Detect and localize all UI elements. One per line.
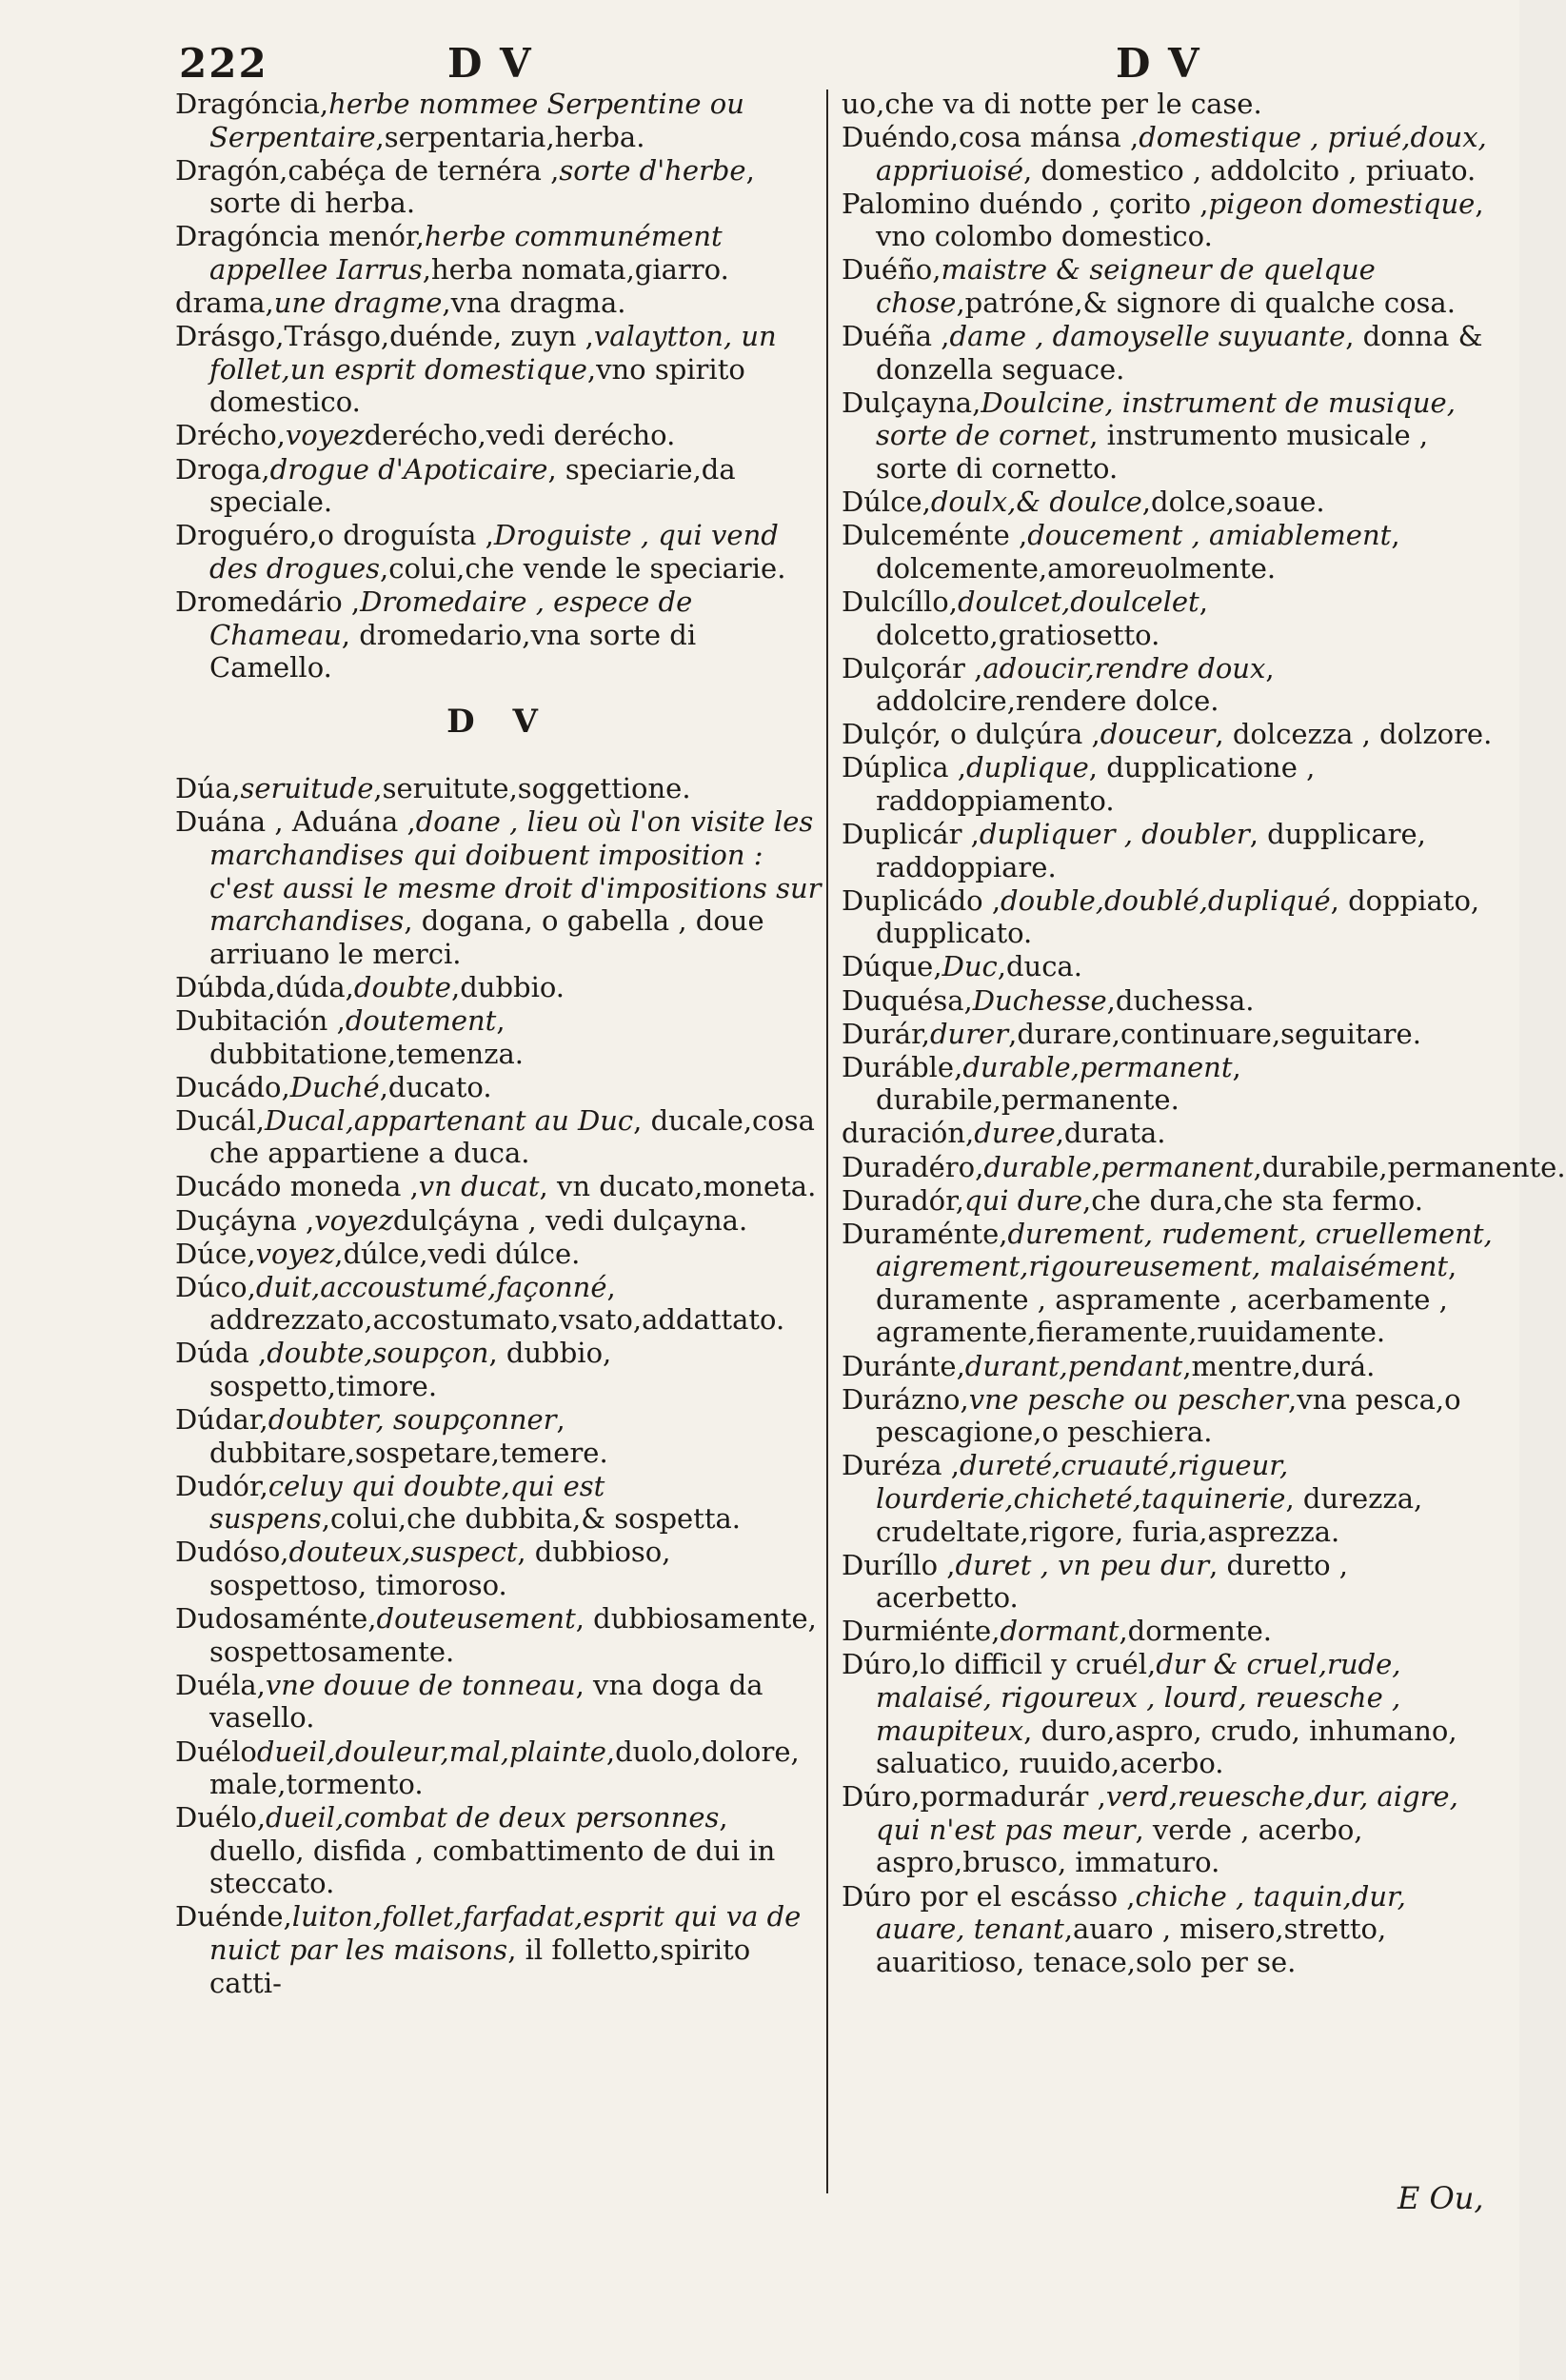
french-gloss: Duchesse <box>972 983 1107 1017</box>
italian-gloss: , donna & donzella seguace. <box>876 320 1483 386</box>
dictionary-entry <box>175 419 823 452</box>
french-gloss: durable,permanent <box>962 1050 1233 1083</box>
italian-gloss: ,dúlce,vedi dúlce. <box>334 1237 581 1270</box>
dictionary-entry <box>842 1184 1495 1218</box>
italian-gloss: uo,che va di notte per le case. <box>842 88 1262 120</box>
french-gloss: Duché <box>289 1070 380 1103</box>
italian-gloss: ,durare,continuare,seguitare. <box>1008 1017 1421 1050</box>
entry-headword: Duradéro, <box>842 1150 984 1183</box>
french-gloss: verd,reuesche,dur, aigre, qui n'est pas meur <box>876 1780 1458 1846</box>
italian-gloss: ,durata. <box>1055 1117 1166 1150</box>
entry-headword: Duéndo,cosa mánsa , <box>842 121 1140 154</box>
italian-gloss: , durezza, crudeltate,rigore, furia,asprezza. <box>876 1481 1423 1548</box>
italian-gloss: , sorte di herba. <box>209 153 755 220</box>
french-gloss: dueil,combat de deux personnes <box>266 1801 720 1835</box>
italian-gloss: ,duolo,dolore, male,tormento. <box>209 1735 800 1801</box>
french-gloss: douteux,suspect <box>288 1536 518 1569</box>
italian-gloss: ,patróne,& signore di qualche cosa. <box>956 287 1456 320</box>
italian-gloss: ,che dura,che sta fermo. <box>1082 1183 1423 1217</box>
entry-headword: drama, <box>175 287 274 320</box>
french-gloss: doucement , amiablement <box>1027 519 1392 552</box>
entry-headword: Dúlce, <box>842 486 931 519</box>
dictionary-entry <box>175 1071 823 1104</box>
dictionary-entry <box>175 1602 823 1668</box>
italian-gloss: , vn ducato,moneta. <box>539 1170 817 1203</box>
entry-headword: Dúro,lo difficil y cruél, <box>842 1648 1157 1681</box>
entry-headword: Duquésa, <box>842 983 973 1017</box>
entry-headword: Dúda , <box>175 1337 268 1370</box>
entry-headword: Durár, <box>842 1017 930 1050</box>
dictionary-entry <box>175 585 823 684</box>
entry-headword: Dulcíllo, <box>842 585 958 618</box>
italian-gloss: , addrezzato,accostumato,vsato,addattato. <box>209 1270 785 1337</box>
french-gloss: doulx,& doulce <box>930 486 1142 519</box>
italian-gloss: , dolcetto,gratiosetto. <box>876 585 1208 651</box>
dictionary-entry <box>175 1536 823 1601</box>
dictionary-entry <box>175 1735 823 1801</box>
entry-headword: Duradór, <box>842 1183 964 1217</box>
italian-gloss: , duello, disfida , combattimento de dui in steccato. <box>209 1801 776 1900</box>
dictionary-entry <box>842 751 1495 817</box>
dictionary-entry <box>842 1383 1495 1449</box>
dictionary-entry <box>842 652 1495 718</box>
french-gloss: voyez <box>255 1237 335 1270</box>
italian-gloss: , ducale,cosa che appartiene a duca. <box>209 1103 815 1170</box>
italian-gloss: ,colui,che dubbita,& sospetta. <box>321 1502 742 1536</box>
french-gloss: celuy qui doubte,qui est suspens <box>209 1469 605 1536</box>
dictionary-entry <box>175 1900 823 1999</box>
dictionary-entry <box>175 1238 823 1271</box>
french-gloss: vn ducat <box>418 1170 540 1203</box>
section-heading: D V <box>446 702 551 741</box>
entry-headword: Dúce, <box>175 1237 256 1270</box>
italian-gloss: ,serpentaria,herba. <box>375 120 645 153</box>
french-gloss: seruitude <box>240 772 374 805</box>
dictionary-entry <box>175 1669 823 1735</box>
dictionary-entry <box>175 1801 823 1900</box>
entry-headword: Dragóncia, <box>175 88 329 120</box>
french-gloss: doane , lieu où l'on visite les marchandises qui doibuent imposition : c'est aussi le mesme droit d'impositions sur marchandises <box>209 805 822 938</box>
dictionary-entry <box>175 453 823 519</box>
french-gloss: durement, rudement, cruellement, aigrement,rigoureusement, malaisément <box>876 1217 1493 1283</box>
column-divider <box>826 89 828 2193</box>
entry-headword: Dúdar, <box>175 1403 268 1437</box>
entry-headword: Duána , Aduána , <box>175 805 416 839</box>
french-gloss: doubte,soupçon <box>267 1337 489 1370</box>
italian-gloss: ,herba nomata,giarro. <box>422 252 729 286</box>
dictionary-entry <box>175 971 823 1004</box>
entry-headword: Duélo, <box>175 1801 267 1835</box>
dictionary-entry <box>175 1337 823 1402</box>
entry-headword: Duénde, <box>175 1900 292 1934</box>
italian-gloss: derécho,vedi derécho. <box>364 419 676 452</box>
entry-headword: Dúque, <box>842 950 942 983</box>
entry-headword: Dudóso, <box>175 1536 289 1569</box>
left-column-entries-b <box>175 772 823 1999</box>
french-gloss: dur & cruel,rude, malaisé, rigoureux , lourd, reuesche , maupiteux <box>876 1648 1401 1747</box>
french-gloss: adoucir,rendre doux <box>982 651 1266 684</box>
french-gloss: pigeon domestique <box>1208 187 1476 220</box>
french-gloss: Ducal,appartenant au Duc <box>264 1103 634 1137</box>
entry-headword: Dúro por el escásso , <box>842 1879 1136 1913</box>
dictionary-entry <box>842 519 1495 585</box>
dictionary-entry <box>175 287 823 320</box>
entry-headword: Drécho, <box>175 419 286 452</box>
entry-headword: Duplicádo , <box>842 883 1001 917</box>
dictionary-entry <box>175 220 823 286</box>
italian-gloss: , dubbio, sospetto,timore. <box>209 1337 612 1402</box>
french-gloss: durer <box>929 1017 1009 1050</box>
dictionary-entry <box>175 1470 823 1536</box>
french-gloss: dupliquer , doubler <box>979 818 1250 851</box>
entry-headword: Duéla, <box>175 1668 266 1701</box>
italian-gloss: ,dormente. <box>1119 1615 1272 1648</box>
italian-gloss: ,durabile,permanente. <box>1253 1150 1566 1183</box>
right-column-entries <box>842 88 1566 1978</box>
page-number: 222 <box>179 40 268 87</box>
entry-headword: Durmiénte, <box>842 1615 1001 1648</box>
italian-gloss: , dubbioso, sospettoso, timoroso. <box>209 1536 671 1602</box>
french-gloss: duret , vn peu dur <box>955 1548 1210 1581</box>
entry-headword: Dúa, <box>175 772 241 805</box>
italian-gloss: ,mentre,durá. <box>1182 1349 1376 1382</box>
french-gloss: chiche , taquin,dur, auare, tenant <box>876 1879 1406 1946</box>
french-gloss: duree <box>974 1117 1056 1150</box>
french-gloss: Dromedaire , espece de Chameau <box>209 585 693 651</box>
entry-headword: Dúbda,dúda, <box>175 970 354 1003</box>
french-gloss: douteusement <box>376 1602 576 1636</box>
entry-headword: duración, <box>842 1117 975 1150</box>
french-gloss: herbe nommee Serpentine ou Serpentaire <box>209 88 744 153</box>
catchword: E Ou, <box>1398 2180 1484 2216</box>
entry-headword: Ducádo moneda , <box>175 1170 419 1203</box>
dictionary-entry <box>842 984 1495 1018</box>
dictionary-entry <box>842 486 1495 519</box>
italian-gloss: , dogana, o gabella , doue arriuano le merci. <box>209 904 764 970</box>
french-gloss: durable,permanent <box>983 1150 1254 1183</box>
italian-gloss: , verde , acerbo, aspro,brusco, immaturo. <box>876 1813 1363 1879</box>
dictionary-entry <box>175 88 823 153</box>
french-gloss: maistre & seigneur de quelque chose <box>876 253 1376 320</box>
french-gloss: durant,pendant <box>964 1349 1183 1382</box>
entry-headword: Duéña , <box>842 320 950 353</box>
dictionary-entry <box>842 1449 1495 1548</box>
entry-headword: Ducál, <box>175 1103 265 1137</box>
french-gloss: double,doublé,dupliqué <box>1001 883 1331 917</box>
italian-gloss: ,vna pesca,o pescagione,o peschiera. <box>876 1382 1461 1449</box>
dictionary-entry <box>175 519 823 585</box>
french-gloss: herbe communément appellee Iarrus <box>209 220 723 286</box>
entry-headword: Drásgo,Trásgo,duénde, zuyn , <box>175 320 594 353</box>
french-gloss: doulcet,doulcelet <box>957 585 1199 618</box>
italian-gloss: ,dubbio. <box>450 970 565 1003</box>
entry-headword: Duplicár , <box>842 818 980 851</box>
dictionary-entry <box>175 1403 823 1469</box>
entry-headword: Dúplica , <box>842 751 967 784</box>
french-gloss: valaytton, un follet,un esprit domestique <box>209 320 777 386</box>
french-gloss: vne douue de tonneau <box>265 1668 576 1701</box>
french-gloss: dureté,cruauté,rigueur, lourderie,chicheté,taquinerie <box>876 1449 1289 1515</box>
dictionary-entry <box>175 805 823 970</box>
italian-gloss: ,vno spirito domestico. <box>209 352 745 419</box>
dictionary-entry <box>842 253 1495 319</box>
italian-gloss: , il folletto,spirito catti- <box>209 1934 751 1999</box>
dictionary-entry <box>842 1615 1495 1648</box>
entry-headword: Duélo <box>175 1735 257 1768</box>
dictionary-entry <box>842 950 1495 983</box>
italian-gloss: ,ducato. <box>379 1070 492 1103</box>
dictionary-entry <box>842 188 1495 253</box>
french-gloss: voyez <box>314 1203 393 1237</box>
french-gloss: duit,accoustumé,façonné <box>255 1270 607 1303</box>
italian-gloss: , vna doga da vasello. <box>209 1668 763 1735</box>
entry-headword: Dubitación , <box>175 1003 346 1037</box>
french-gloss: sorte d'herbe <box>559 153 746 187</box>
dictionary-entry <box>842 1880 1495 1979</box>
french-gloss: luiton,follet,farfadat,esprit qui va de nuict par les maisons <box>209 1900 802 1967</box>
french-gloss: drogue d'Apoticaire <box>269 452 548 486</box>
dictionary-entry <box>842 88 1495 121</box>
italian-gloss: , dubbitare,sospetare,temere. <box>209 1403 608 1469</box>
italian-gloss: , dubbiosamente, sospettosamente. <box>209 1602 817 1668</box>
french-gloss: doubter, soupçonner <box>268 1403 557 1437</box>
french-gloss: Duc <box>942 950 998 983</box>
italian-gloss: ,seruitute,soggettione. <box>373 772 691 805</box>
left-running-head: D V <box>447 40 533 87</box>
french-gloss: Droguiste , qui vend des drogues <box>209 519 779 585</box>
french-gloss: doubte <box>353 970 451 1003</box>
french-gloss: douceur <box>1100 718 1216 751</box>
french-gloss: dueil,douleur,mal,plainte <box>256 1735 606 1768</box>
dictionary-entry <box>842 1780 1495 1879</box>
dictionary-entry <box>842 1549 1495 1615</box>
dictionary-entry <box>175 1004 823 1070</box>
entry-headword: Duréza , <box>842 1449 960 1482</box>
entry-headword: Dúro,pormadurár , <box>842 1780 1106 1814</box>
italian-gloss: , dolcemente,amoreuolmente. <box>876 519 1400 585</box>
dictionary-entry <box>842 1218 1495 1349</box>
entry-headword: Dudór, <box>175 1469 268 1502</box>
italian-gloss: , addolcire,rendere dolce. <box>876 651 1275 718</box>
italian-gloss: ,vna dragma. <box>442 287 626 320</box>
french-gloss: voyez <box>285 419 365 452</box>
left-column-entries-a <box>175 88 823 684</box>
dictionary-entry <box>842 818 1495 883</box>
dictionary-entry <box>175 1104 823 1170</box>
italian-gloss: , dupplicatione , raddoppiamento. <box>876 751 1316 817</box>
entry-headword: Dulceménte , <box>842 519 1028 552</box>
french-gloss: duplique <box>966 751 1089 784</box>
entry-headword: Dromedário , <box>175 585 361 618</box>
italian-gloss: dulçáyna , vedi dulçayna. <box>392 1203 748 1237</box>
dictionary-entry <box>842 1117 1495 1150</box>
entry-headword: Durázno, <box>842 1382 969 1416</box>
italian-gloss: , durabile,permanente. <box>876 1050 1241 1117</box>
french-gloss: dormant <box>1000 1615 1120 1648</box>
italian-gloss: ,auaro , misero,stretto, auaritioso, tenace,solo per se. <box>876 1913 1387 1978</box>
dictionary-entry <box>842 884 1495 950</box>
entry-headword: Dulçór, o dulçúra , <box>842 718 1100 751</box>
dictionary-entry <box>842 585 1495 651</box>
french-gloss: dame , damoyselle suyuante <box>949 320 1346 353</box>
dictionary-entry <box>842 1350 1495 1383</box>
dictionary-entry <box>842 1051 1495 1117</box>
dictionary-entry <box>175 1271 823 1337</box>
italian-gloss: ,colui,che vende le speciarie. <box>380 551 786 585</box>
dictionary-entry <box>842 718 1495 751</box>
left-column <box>175 88 823 2000</box>
entry-headword: Dudosaménte, <box>175 1602 377 1636</box>
french-gloss: domestique , priué,doux, appriuoisé <box>876 121 1487 187</box>
entry-headword: Duéño, <box>842 253 942 287</box>
entry-headword: Duçáyna , <box>175 1203 315 1237</box>
dictionary-entry <box>842 1648 1495 1779</box>
dictionary-entry <box>842 387 1495 486</box>
italian-gloss: , dubbitatione,temenza. <box>209 1003 524 1070</box>
french-gloss: une dragme <box>273 287 443 320</box>
dictionary-entry <box>842 1018 1495 1051</box>
entry-headword: Droguéro,o droguísta , <box>175 519 494 552</box>
entry-headword: Dulçayna, <box>842 386 981 419</box>
french-gloss: vne pesche ou pescher <box>968 1382 1288 1416</box>
italian-gloss: , instrumento musicale , sorte di cornetto. <box>876 419 1429 486</box>
entry-headword: Duríllo , <box>842 1548 956 1581</box>
italian-gloss: , doppiato, dupplicato. <box>876 883 1480 950</box>
italian-gloss: ,dolce,soaue. <box>1141 486 1325 519</box>
french-gloss: qui dure <box>964 1183 1083 1217</box>
entry-headword: Duráble, <box>842 1050 963 1083</box>
entry-headword: Dragón,cabéça de ternéra , <box>175 153 560 187</box>
entry-headword: Duraménte, <box>842 1217 1008 1250</box>
dictionary-entry <box>842 1150 1566 1184</box>
dictionary-entry <box>175 1204 823 1238</box>
italian-gloss: , dupplicare, raddoppiare. <box>876 818 1426 883</box>
french-gloss: Doulcine, instrument de musique, sorte de cornet <box>876 386 1456 452</box>
entry-headword: Dulçorár , <box>842 651 983 684</box>
italian-gloss: , speciarie,da speciale. <box>209 452 736 519</box>
italian-gloss: ,duchessa. <box>1106 983 1255 1017</box>
dictionary-entry <box>175 154 823 220</box>
italian-gloss: , vno colombo domestico. <box>876 187 1484 253</box>
entry-headword: Droga, <box>175 452 270 486</box>
italian-gloss: , duro,aspro, crudo, inhumano, saluatico, ruuido,acerbo. <box>876 1714 1457 1780</box>
entry-headword: Palomino duéndo , çorito , <box>842 187 1209 220</box>
dictionary-entry <box>175 772 823 805</box>
italian-gloss: , dromedario,vna sorte di Camello. <box>209 618 697 684</box>
entry-headword: Ducádo, <box>175 1070 290 1103</box>
dictionary-entry <box>175 1170 823 1203</box>
entry-headword: Duránte, <box>842 1349 965 1382</box>
dictionary-entry <box>842 121 1495 187</box>
italian-gloss: , duramente , aspramente , acerbamente , agramente,fieramente,ruuidamente. <box>876 1250 1457 1349</box>
italian-gloss: , duretto , acerbetto. <box>876 1548 1349 1615</box>
entry-headword: Dragóncia menór, <box>175 220 425 253</box>
dictionary-entry <box>175 320 823 419</box>
dictionary-entry <box>842 320 1495 386</box>
italian-gloss: ,duca. <box>997 950 1082 983</box>
italian-gloss: , dolcezza , dolzore. <box>1215 718 1493 751</box>
right-running-head: D V <box>1116 40 1201 87</box>
entry-headword: Dúco, <box>175 1270 256 1303</box>
french-gloss: doutement <box>345 1003 497 1037</box>
right-column <box>842 88 1566 1979</box>
italian-gloss: , domestico , addolcito , priuato. <box>1023 153 1477 187</box>
